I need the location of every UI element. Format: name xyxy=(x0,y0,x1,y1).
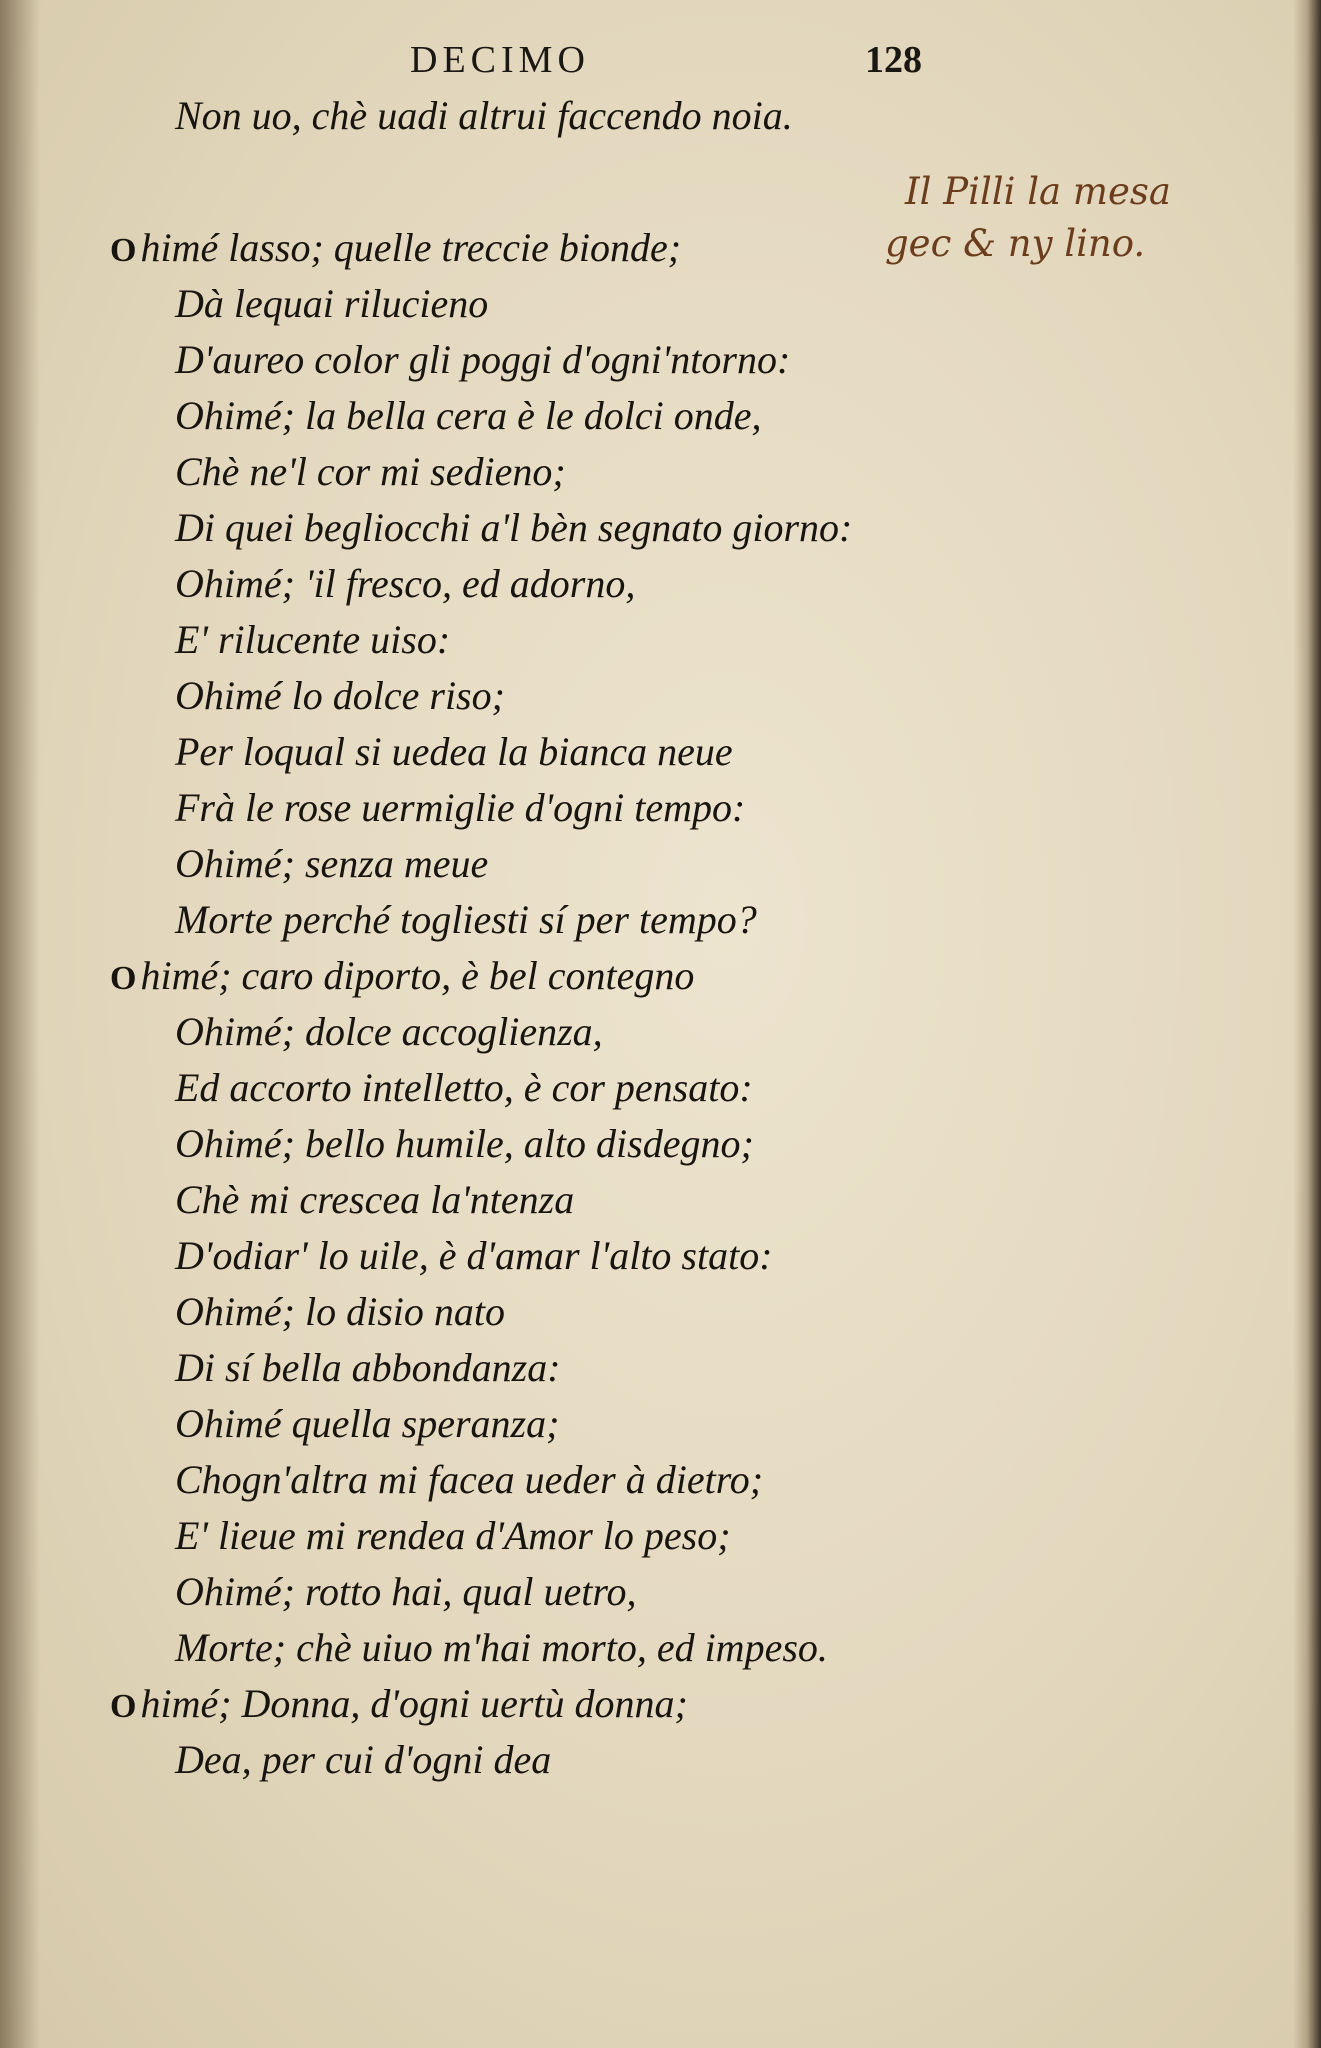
verse-line-text: Chogn'altra mi facea ueder à dietro; xyxy=(175,1457,764,1502)
verse-line-text: Ohimé; dolce accoglienza, xyxy=(175,1009,603,1054)
verse-line xyxy=(175,1508,731,1564)
verse-line-text: himé; Donna, d'ogni uertù donna; xyxy=(140,1681,688,1726)
marginal-note-line-2: gec & ny lino. xyxy=(885,222,1146,265)
verse-line xyxy=(175,88,793,144)
verse-line-text: Dea, per cui d'ogni dea xyxy=(175,1737,552,1782)
verse-line-text: Ed accorto intelletto, è cor pensato: xyxy=(175,1065,753,1110)
verse-line xyxy=(175,1284,505,1340)
verse-line-text: Ohimé; lo disio nato xyxy=(175,1289,505,1334)
verse-line xyxy=(175,500,852,556)
verse-line-text: Dà lequai rilucieno xyxy=(175,281,489,326)
verse-line-text: Ohimé; senza meue xyxy=(175,841,489,886)
page-header xyxy=(410,38,950,88)
verse-line-text: himé lasso; quelle treccie bionde; xyxy=(140,225,682,270)
stanza-initial: O xyxy=(110,232,137,269)
verse-line-text: Ohimé; rotto hai, qual uetro, xyxy=(175,1569,637,1614)
verse-line xyxy=(175,724,733,780)
verse-line xyxy=(175,1004,603,1060)
verse-line xyxy=(175,444,566,500)
verse-line-text: Morte perché togliesti sí per tempo? xyxy=(175,897,757,942)
verse-line xyxy=(110,220,681,279)
verse-line-text: E' rilucente uiso: xyxy=(175,617,451,662)
verse-line xyxy=(175,388,761,444)
verse-line xyxy=(110,948,694,1007)
verse-line xyxy=(175,332,790,388)
verse-line xyxy=(175,1060,753,1116)
verse-line-text: Frà le rose uermiglie d'ogni tempo: xyxy=(175,785,746,830)
verse-line-text: E' lieue mi rendea d'Amor lo peso; xyxy=(175,1513,731,1558)
verse-line xyxy=(175,1340,561,1396)
gutter-shadow xyxy=(0,0,40,2048)
verse-line-text: Non uo, chè uadi altrui faccendo noia. xyxy=(175,93,793,138)
verse-line-text: D'aureo color gli poggi d'ogni'ntorno: xyxy=(175,337,791,382)
verse-line xyxy=(175,780,745,836)
stanza-initial: O xyxy=(110,960,137,997)
verse-line-text: Ohimé quella speranza; xyxy=(175,1401,560,1446)
verse-line xyxy=(175,276,488,332)
verse-line xyxy=(175,1564,636,1620)
verse-line xyxy=(175,1172,574,1228)
verse-line-text: Ohimé; bello humile, alto disdegno; xyxy=(175,1121,754,1166)
verse-line-text: Di quei begliocchi a'l bèn segnato giorno: xyxy=(175,505,853,550)
marginal-note-line-1: Il Pilli la mesa xyxy=(905,170,1171,213)
verse-line xyxy=(175,612,450,668)
verse-line-text: Chè ne'l cor mi sedieno; xyxy=(175,449,566,494)
verse-line xyxy=(175,1396,559,1452)
verse-line xyxy=(175,1452,763,1508)
verse-line xyxy=(110,1676,688,1735)
verse-line xyxy=(175,1620,828,1676)
verse-line xyxy=(175,892,757,948)
verse-line-text: himé; caro diporto, è bel contegno xyxy=(140,953,695,998)
verse-line-text: Di sí bella abbondanza: xyxy=(175,1345,561,1390)
page-edge-shadow xyxy=(1293,0,1321,2048)
stanza-initial: O xyxy=(110,1688,137,1725)
verse-line xyxy=(175,1228,773,1284)
verse-line-text: Per loqual si uedea la bianca neue xyxy=(175,729,733,774)
verse-line-text: D'odiar' lo uile, è d'amar l'alto stato: xyxy=(175,1233,773,1278)
verse-line-text: Ohimé; la bella cera è le dolci onde, xyxy=(175,393,762,438)
running-head: DECIMO xyxy=(410,39,590,81)
verse-line-text: Chè mi crescea la'ntenza xyxy=(175,1177,575,1222)
verse-line-text: Ohimé; 'il fresco, ed adorno, xyxy=(175,561,636,606)
verse-line xyxy=(175,556,635,612)
verse-line-text: Morte; chè uiuo m'hai morto, ed impeso. xyxy=(175,1625,828,1670)
verse-line xyxy=(175,1116,754,1172)
verse-line xyxy=(175,668,505,724)
verse-line-text: Ohimé lo dolce riso; xyxy=(175,673,505,718)
verse-line xyxy=(175,1732,551,1788)
page-number: 128 xyxy=(865,39,922,81)
verse-line xyxy=(175,836,488,892)
